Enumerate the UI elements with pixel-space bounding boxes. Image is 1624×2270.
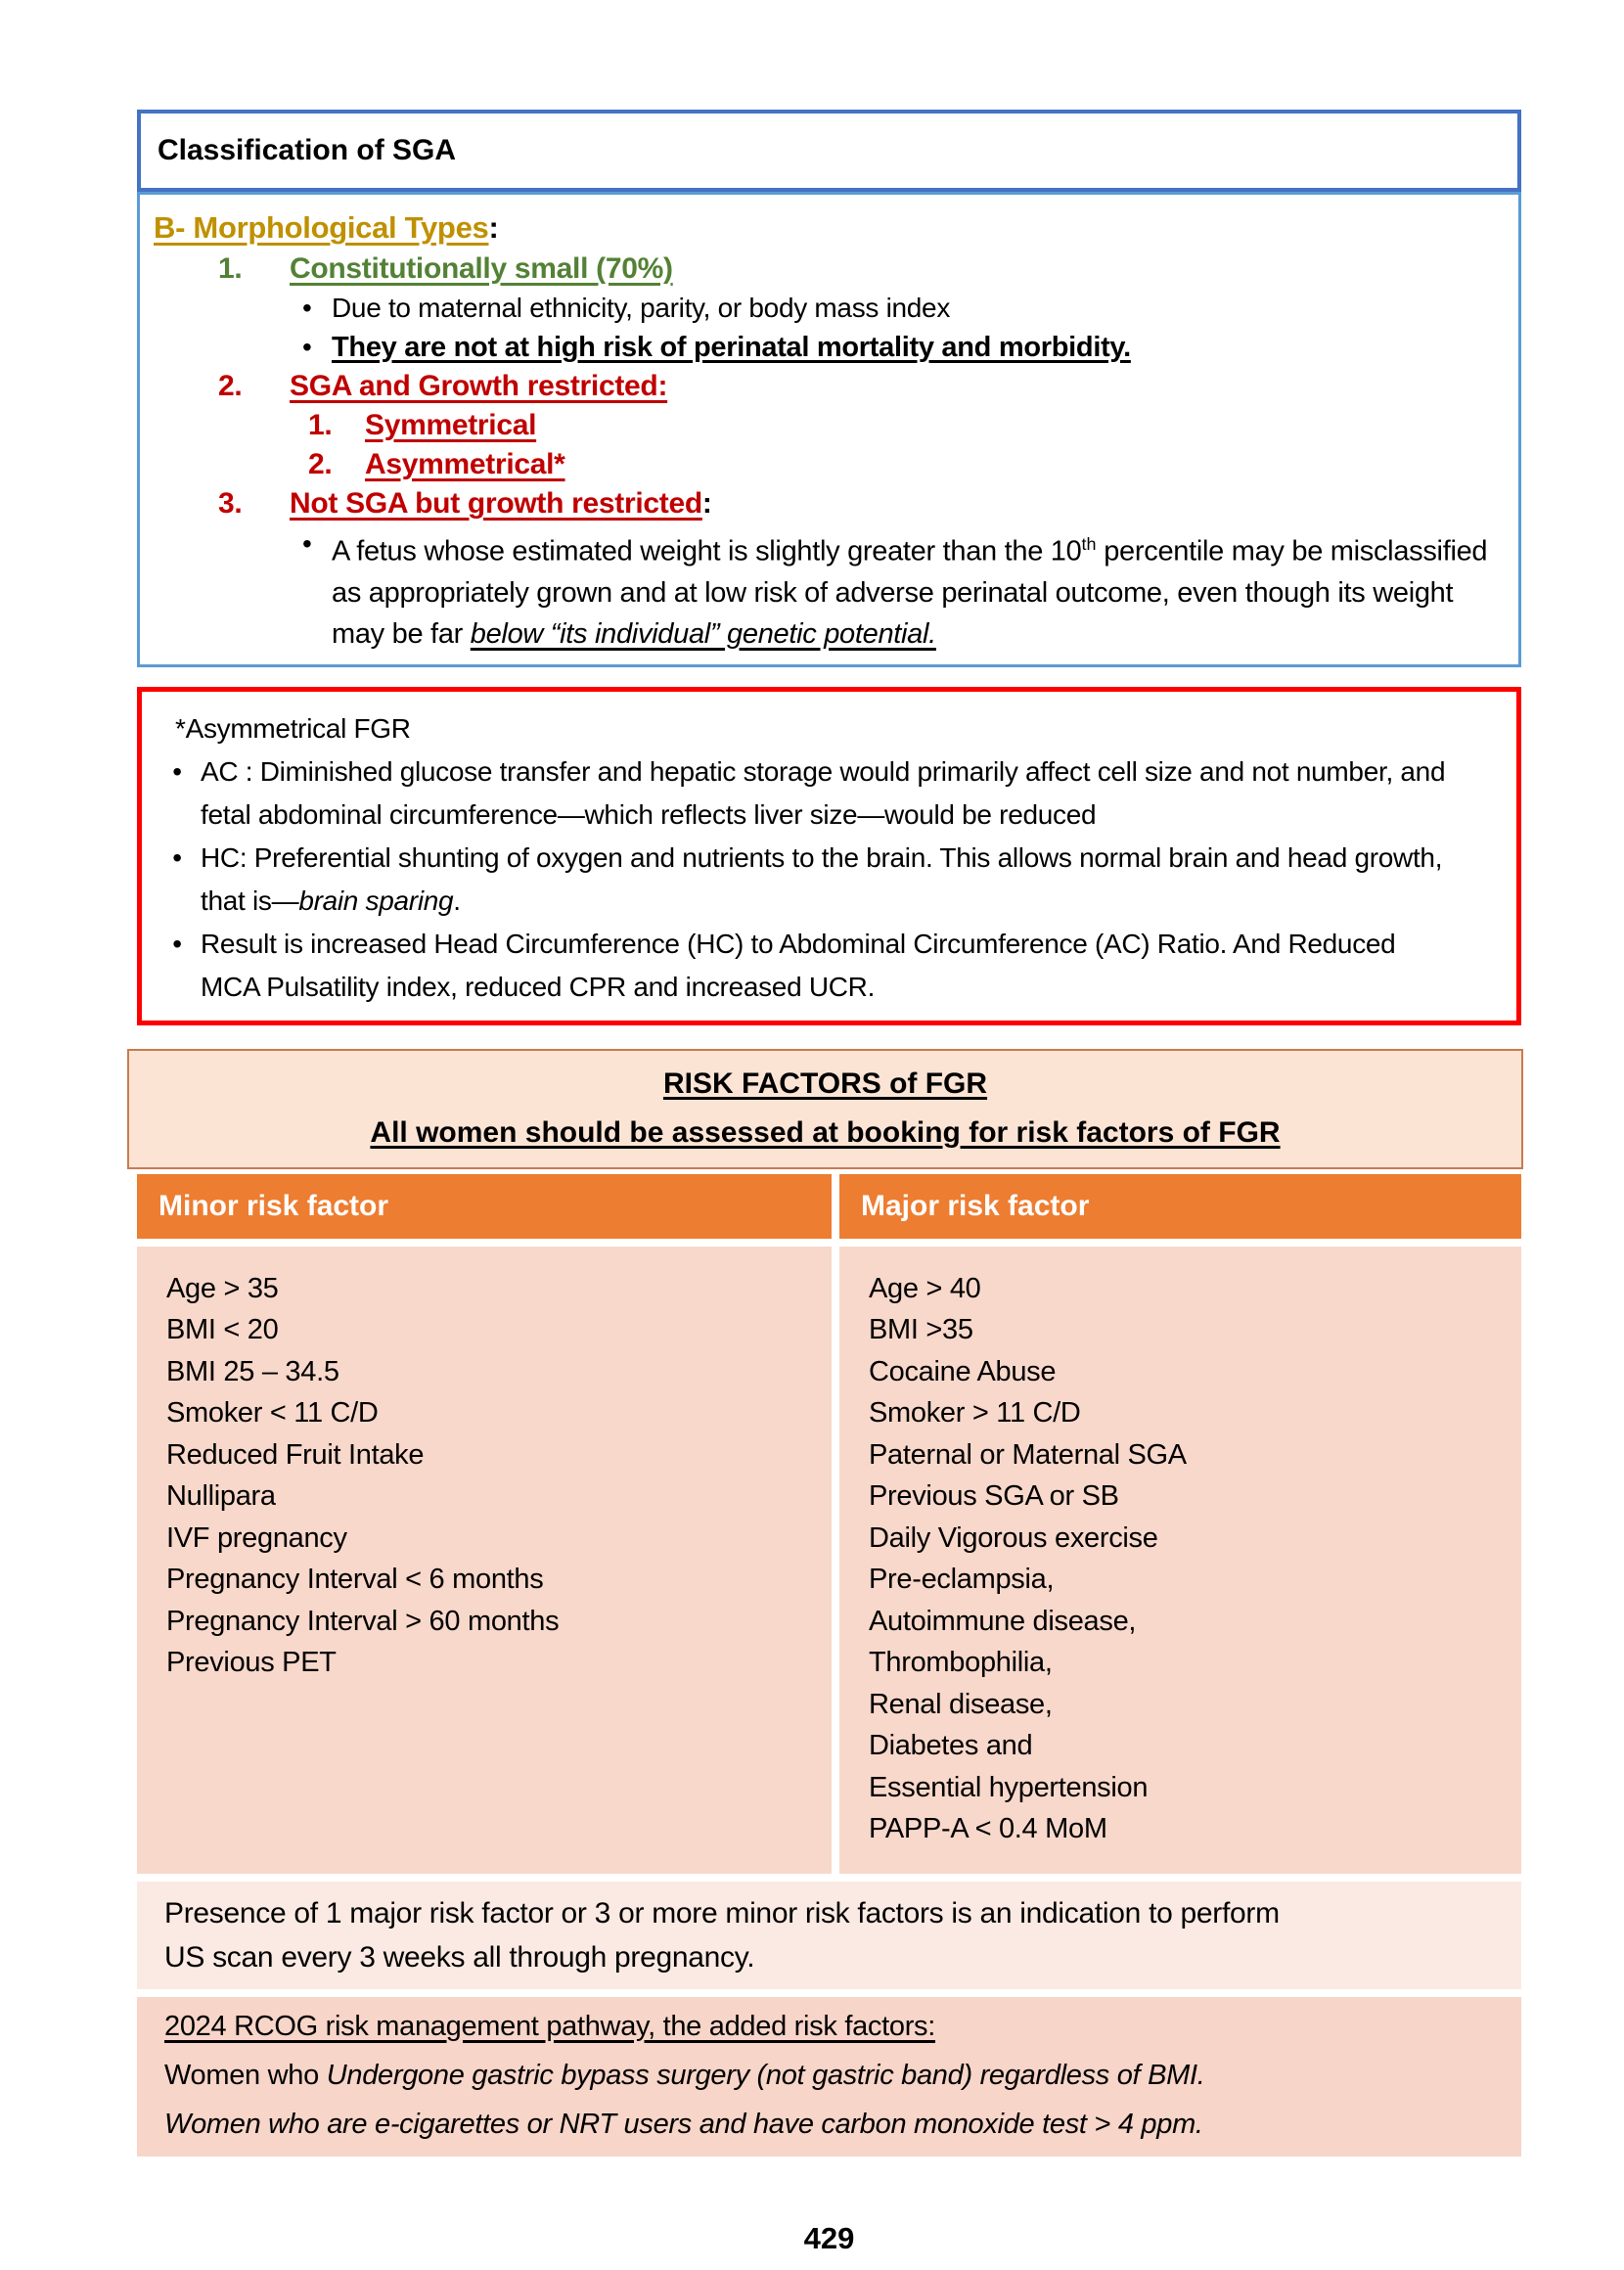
text-part-1: A fetus whose estimated weight is slightly greater than the 10 — [332, 535, 1082, 568]
list-item-constitutionally-small — [218, 250, 1499, 289]
bullet-result — [154, 923, 1495, 1009]
asym-box-title: *Asymmetrical FGR — [175, 712, 411, 744]
minor-risk-item: Pregnancy Interval < 6 months — [166, 1564, 544, 1596]
minor-risk-list — [137, 1247, 832, 1874]
bullet-ac — [154, 750, 1495, 837]
text-part-2: percentile may be misclassified as appropriately grown and at low risk of adverse perinatal outcome, even though its weight may be far — [332, 535, 1488, 650]
bullet-text: They are not at high risk of perinatal mortality and morbidity. — [332, 332, 1131, 363]
list-item-not-sga-growth-restricted — [218, 484, 1499, 523]
major-risk-list — [839, 1247, 1521, 1874]
page-content — [137, 110, 1521, 2256]
major-risk-item: Age > 40 — [869, 1272, 981, 1304]
sublist-item-symmetrical — [308, 406, 1499, 445]
bullet-icon: • — [302, 293, 312, 323]
major-risk-item: Paternal or Maternal SGA — [869, 1438, 1187, 1471]
minor-risk-column-header: Minor risk factor — [137, 1174, 832, 1239]
list-label: Constitutionally small (70%) — [290, 252, 673, 285]
text-part-2: . — [453, 885, 461, 916]
text-part-1: Women who — [164, 2059, 327, 2091]
sublist-item-asymmetrical — [308, 445, 1499, 484]
bullet-text: Result is increased Head Circumference (HC) to Abdominal Circumference (AC) Ratio. And Reduced MCA Pulsatility index, reduced CPR and increased UCR. — [201, 928, 1396, 1002]
superscript-th: th — [1081, 534, 1097, 554]
list-number: 3. — [218, 487, 243, 520]
major-risk-item: Cocaine Abuse — [869, 1355, 1057, 1387]
list-label — [290, 484, 712, 523]
minor-risk-item: Pregnancy Interval > 60 months — [166, 1605, 560, 1637]
list-number: 1. — [218, 252, 243, 285]
text-emphasis: Undergone gastric bypass surgery (not gastric band) regardless of BMI. — [326, 2059, 1205, 2091]
major-risk-column-header: Major risk factor — [839, 1174, 1521, 1239]
list-number: 2. — [218, 370, 243, 402]
list-label-text: Not SGA but growth restricted — [290, 487, 702, 520]
list-number: 2. — [308, 448, 333, 480]
page-number: 429 — [803, 2220, 855, 2255]
risk-factors-section — [137, 1049, 1521, 2156]
bullet-icon: • — [302, 332, 312, 362]
minor-risk-item: IVF pregnancy — [166, 1521, 347, 1554]
bullet-icon: • — [172, 928, 182, 959]
minor-risk-item: BMI 25 – 34.5 — [166, 1355, 339, 1387]
rcog-line-gastric — [164, 2051, 1494, 2100]
bullet-hc — [154, 837, 1495, 923]
rcog-title: 2024 RCOG risk management pathway, the added risk factors: — [164, 2010, 936, 2042]
risk-table-body — [137, 1247, 1521, 1874]
bullet-icon: • — [172, 841, 182, 873]
major-risk-item: Thrombophilia, — [869, 1647, 1053, 1679]
list-label: Symmetrical — [365, 409, 537, 441]
risk-factors-title: RISK FACTORS of FGR — [662, 1067, 988, 1100]
minor-risk-item: Smoker < 11 C/D — [166, 1397, 379, 1430]
minor-risk-item: Age > 35 — [166, 1272, 279, 1304]
major-risk-item: Pre-eclampsia, — [869, 1564, 1055, 1596]
morphological-types-box — [137, 192, 1521, 667]
text-emphasis: below “its individual” genetic potential. — [470, 617, 936, 650]
bullet-text — [332, 523, 1496, 655]
bullet-not-high-risk — [302, 328, 1499, 367]
bullet-maternal-ethnicity — [302, 289, 1499, 328]
bullet-text — [201, 837, 1453, 923]
list-label-colon: : — [701, 487, 712, 520]
major-risk-item: Smoker > 11 C/D — [869, 1397, 1081, 1430]
bullet-fetus-misclassified — [302, 523, 1499, 655]
rcog-line-ecigarettes: Women who are e-cigarettes or NRT users and have carbon monoxide test > 4 ppm. — [164, 2108, 1203, 2140]
classification-box-title: Classification of SGA — [137, 110, 1521, 192]
minor-risk-item: BMI < 20 — [166, 1314, 279, 1346]
text-emphasis: brain sparing — [298, 885, 454, 916]
risk-factors-subtitle: All women should be assessed at booking for risk factors of FGR — [370, 1115, 1281, 1149]
presence-note — [137, 1882, 1521, 1989]
rcog-pathway-note — [137, 1997, 1521, 2156]
bullet-text: AC : Diminished glucose transfer and hepatic storage would primarily affect cell size and not number, and fetal abdominal circumference—which reflects liver size—would be reduced — [201, 755, 1446, 830]
morphological-types-heading — [154, 206, 1499, 250]
list-label: Asymmetrical* — [365, 448, 565, 480]
bullet-icon: • — [172, 755, 182, 787]
heading-colon: : — [488, 210, 499, 245]
presence-note-line: US scan every 3 weeks all through pregnancy. — [164, 1940, 755, 1974]
list-label: SGA and Growth restricted: — [290, 370, 668, 402]
list-number: 1. — [308, 409, 333, 441]
major-risk-item: Renal disease, — [869, 1688, 1053, 1720]
risk-table-header-row — [137, 1174, 1521, 1239]
heading-text: B- Morphological Types — [154, 210, 489, 245]
major-risk-item: Diabetes and — [869, 1730, 1033, 1762]
minor-risk-item: Previous PET — [166, 1647, 337, 1679]
major-risk-item: Autoimmune disease, — [869, 1605, 1137, 1637]
classification-box — [137, 110, 1521, 667]
major-risk-item: Essential hypertension — [869, 1771, 1149, 1803]
major-risk-item: PAPP-A < 0.4 MoM — [869, 1813, 1107, 1845]
major-risk-item: Daily Vigorous exercise — [869, 1521, 1158, 1554]
bullet-icon: • — [302, 528, 312, 559]
major-risk-item: BMI >35 — [869, 1314, 973, 1346]
asymmetrical-fgr-box — [137, 687, 1521, 1025]
presence-note-line: Presence of 1 major risk factor or 3 or more minor risk factors is an indication to perform — [164, 1896, 1280, 1930]
major-risk-item: Previous SGA or SB — [869, 1480, 1119, 1513]
minor-risk-item: Nullipara — [166, 1480, 276, 1513]
bullet-text: Due to maternal ethnicity, parity, or body mass index — [332, 293, 951, 323]
risk-factors-header — [127, 1049, 1523, 1169]
text-part-1: HC: Preferential shunting of oxygen and nutrients to the brain. This allows normal brain and head growth, that is— — [201, 841, 1443, 916]
minor-risk-item: Reduced Fruit Intake — [166, 1438, 425, 1471]
list-item-sga-growth-restricted — [218, 367, 1499, 406]
